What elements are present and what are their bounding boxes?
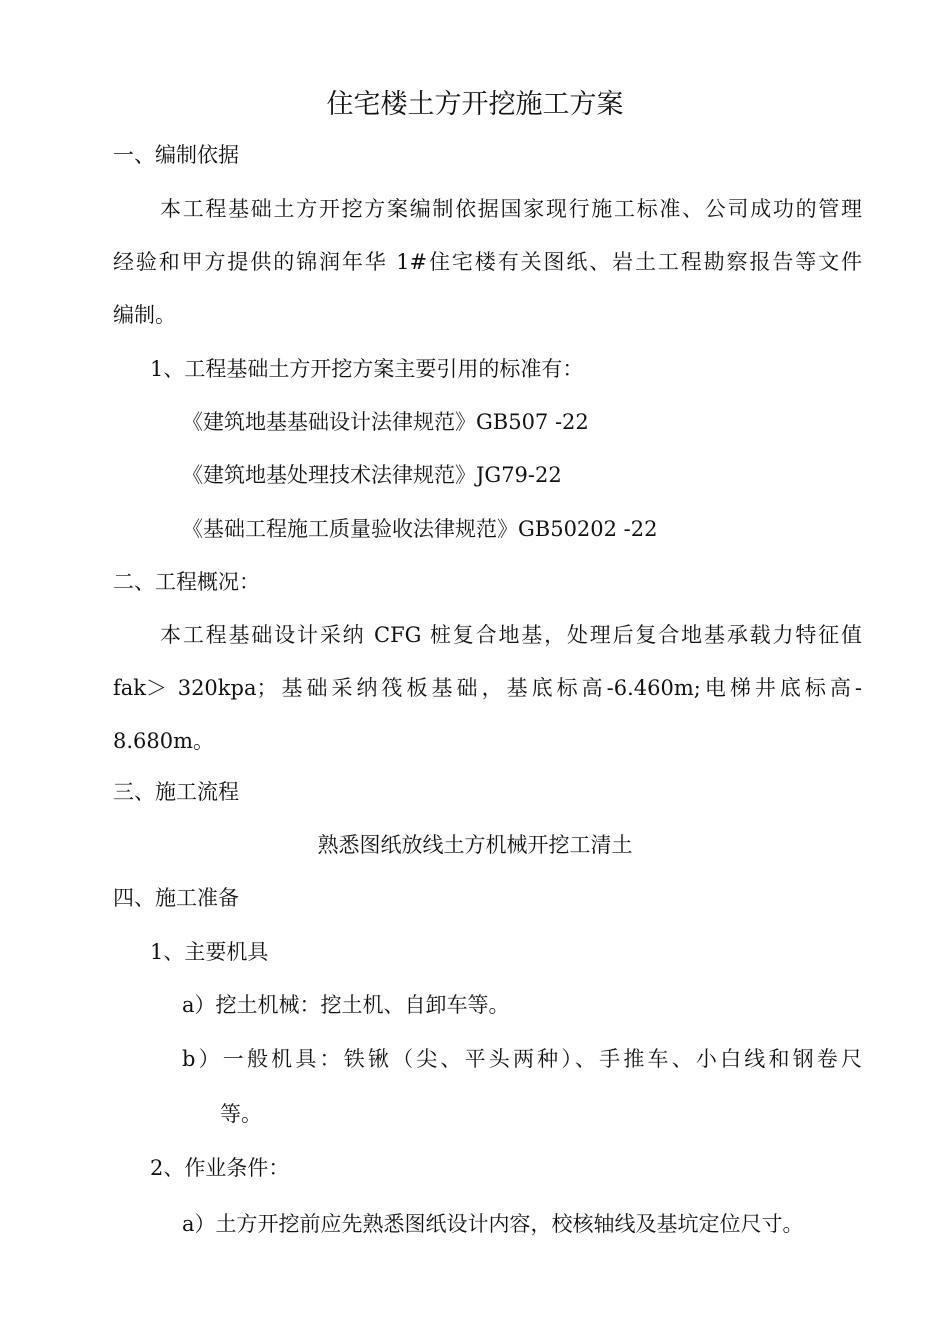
tools-item-a: a）挖土机械：挖土机、自卸车等。 <box>182 993 510 1017</box>
paragraph-overview-line-3: 8.680m。 <box>113 729 215 753</box>
standard-item-2: 《建筑地基处理技术法律规范》JG79-22 <box>182 463 562 487</box>
section-heading-basis: 一、编制依据 <box>113 143 239 167</box>
section-heading-overview: 二、工程概况： <box>113 570 260 594</box>
subheading-standards: 1、工程基础土方开挖方案主要引用的标准有： <box>150 357 584 381</box>
section-heading-preparation: 四、施工准备 <box>113 886 239 910</box>
process-flow: 熟悉图纸放线土方机械开挖工清土 <box>317 833 633 857</box>
tools-item-b-line-2: 等。 <box>220 1102 262 1126</box>
paragraph-basis-line-1: 本工程基础土方开挖方案编制依据国家现行施工标准、公司成功的管理 <box>160 197 862 221</box>
section-heading-process: 三、施工流程 <box>113 780 239 804</box>
paragraph-overview-line-2: fak＞ 320kpa；基础采纳筏板基础，基底标高-6.460m;电梯井底标高- <box>113 676 862 700</box>
subheading-main-tools: 1、主要机具 <box>150 940 269 964</box>
document-title: 住宅楼土方开挖施工方案 <box>326 89 624 120</box>
standard-item-3: 《基础工程施工质量验收法律规范》GB50202 -22 <box>182 517 658 541</box>
paragraph-basis-line-2: 经验和甲方提供的锦润年华 1#住宅楼有关图纸、岩土工程勘察报告等文件 <box>113 250 862 274</box>
paragraph-overview-line-1: 本工程基础设计采纳 CFG 桩复合地基，处理后复合地基承载力特征值 <box>160 623 862 647</box>
standard-item-1: 《建筑地基基础设计法律规范》GB507 -22 <box>182 410 589 434</box>
conditions-item-a: a）土方开挖前应先熟悉图纸设计内容，校核轴线及基坑定位尺寸。 <box>182 1212 804 1236</box>
subheading-work-conditions: 2、作业条件： <box>150 1156 290 1180</box>
paragraph-basis-line-3: 编制。 <box>113 303 176 327</box>
tools-item-b-line-1: b）一般机具：铁锹（尖、平头两种）、手推车、小白线和钢卷尺 <box>182 1047 862 1071</box>
